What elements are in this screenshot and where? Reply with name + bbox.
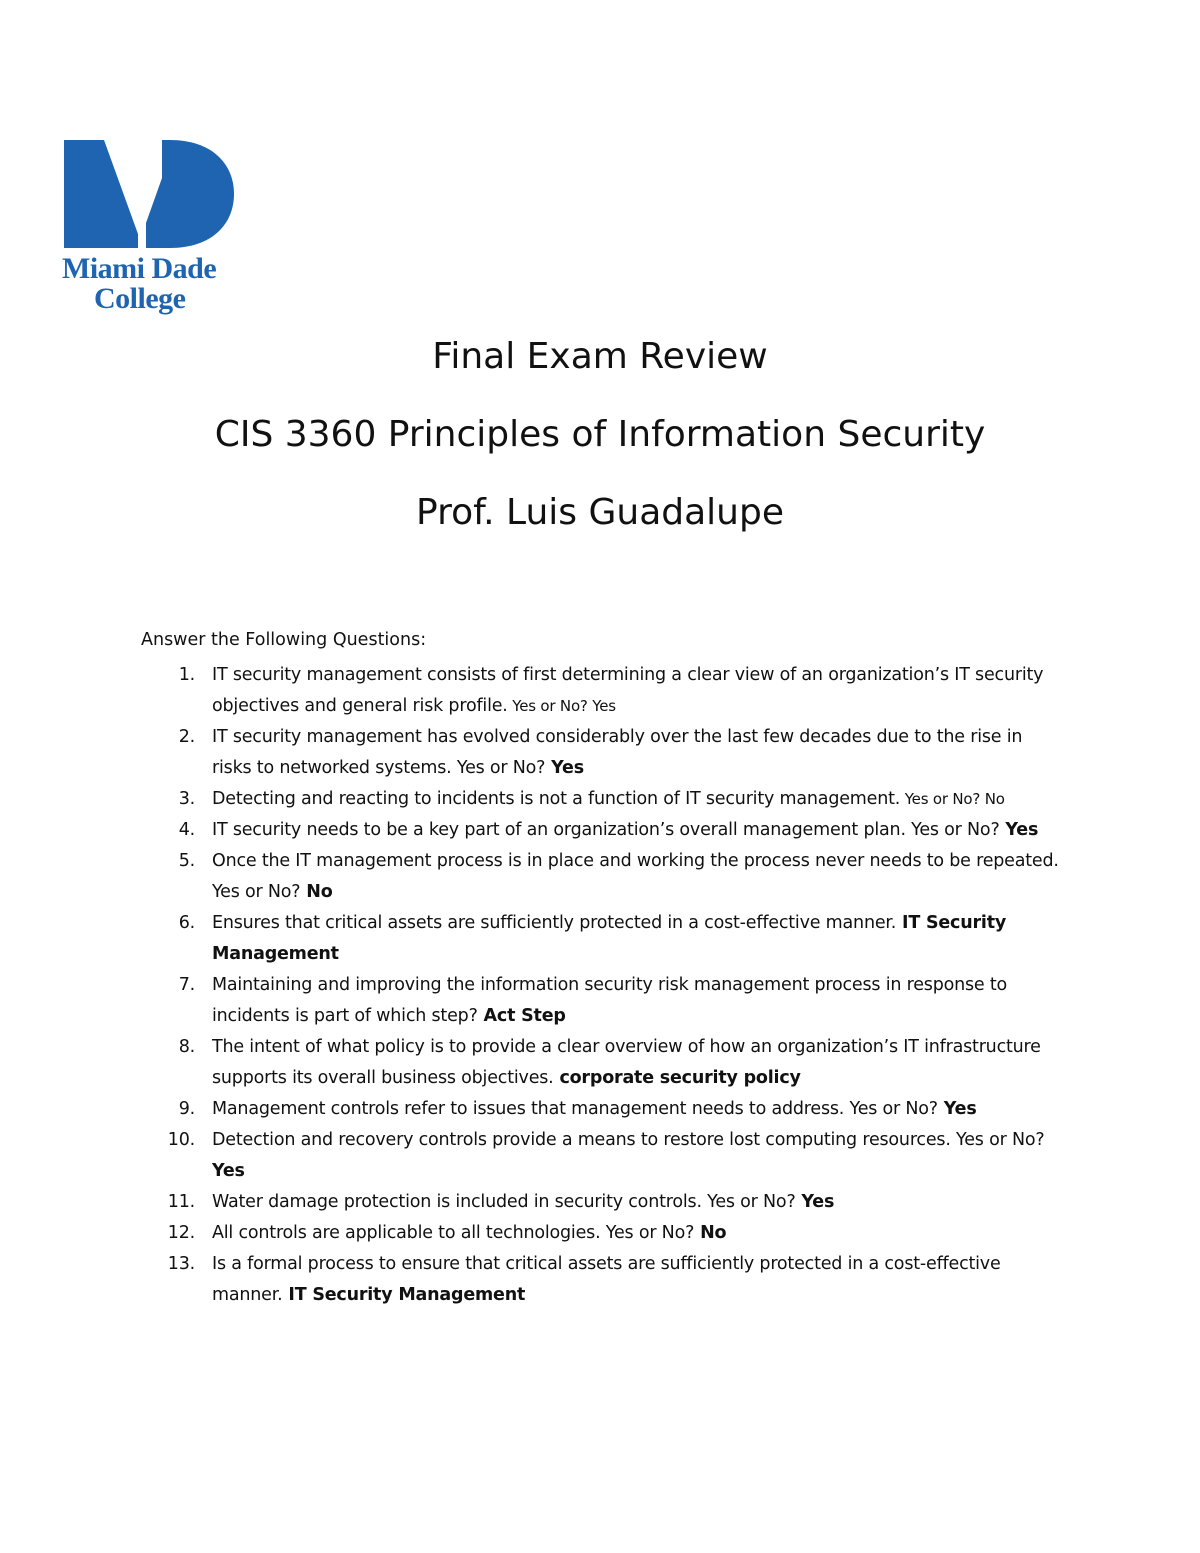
question-answer: Yes [937, 1099, 977, 1119]
document-header [0, 318, 1200, 552]
question-number: 8. [178, 1037, 195, 1057]
question-number: 9. [178, 1099, 195, 1119]
question-prompt: Yes or No? [507, 697, 588, 715]
question-answer: Yes [795, 1192, 835, 1212]
question-text: Water damage protection is included in security controls. Yes or No? [212, 1192, 796, 1212]
course-title: CIS 3360 Principles of Information Security [214, 414, 986, 455]
question-text: Is a formal process to ensure that critical assets are sufficiently protected in a cost-effective manner. [212, 1254, 1001, 1305]
question-item [141, 1249, 1061, 1311]
question-number: 7. [178, 975, 195, 995]
question-number: 5. [178, 851, 195, 871]
question-item [141, 660, 1061, 722]
question-number: 12. [167, 1223, 195, 1243]
question-number: 4. [178, 820, 195, 840]
question-item [141, 722, 1061, 784]
logo-wordmark [62, 254, 216, 314]
question-answer: Act Step [477, 1006, 566, 1026]
question-item [141, 846, 1061, 908]
md-logo-icon [62, 138, 242, 250]
question-item [141, 1218, 1061, 1249]
question-item [141, 1032, 1061, 1094]
question-answer: Yes [999, 820, 1039, 840]
question-number: 13. [167, 1254, 195, 1274]
question-item [141, 815, 1061, 846]
question-text: Once the IT management process is in place and working the process never needs to be repeated. Yes or No? [212, 851, 1059, 902]
question-number: 6. [178, 913, 195, 933]
question-number: 11. [167, 1192, 195, 1212]
question-text: Ensures that critical assets are sufficiently protected in a cost-effective manner. [212, 913, 897, 933]
college-logo [62, 138, 242, 318]
question-answer: corporate security policy [553, 1068, 801, 1088]
question-number: 2. [178, 727, 195, 747]
question-text: All controls are applicable to all technologies. Yes or No? [212, 1223, 695, 1243]
question-item [141, 908, 1061, 970]
question-text: Detection and recovery controls provide a means to restore lost computing resources. Yes or No? [212, 1130, 1045, 1150]
question-text: IT security management consists of first determining a clear view of an organization’s IT security objectives and general risk profile. [212, 665, 1044, 716]
question-answer: IT Security Management [212, 913, 1007, 964]
question-answer: No [300, 882, 333, 902]
document-title: Final Exam Review [432, 336, 768, 377]
question-item [141, 1187, 1061, 1218]
question-text: Detecting and reacting to incidents is not a function of IT security management. [212, 789, 901, 809]
question-text: IT security needs to be a key part of an organization’s overall management plan. Yes or No? [212, 820, 1000, 840]
question-answer: Yes [212, 1161, 245, 1181]
question-item [141, 1094, 1061, 1125]
questions-section [141, 626, 1061, 1311]
question-text: Maintaining and improving the information security risk management process in response to incidents is part of which step? [212, 975, 1008, 1026]
question-list [141, 660, 1061, 1311]
question-number: 10. [167, 1130, 195, 1150]
question-answer: Yes [545, 758, 584, 778]
question-number: 3. [178, 789, 195, 809]
question-text: Management controls refer to issues that management needs to address. Yes or No? [212, 1099, 938, 1119]
question-item [141, 1125, 1061, 1187]
question-item [141, 970, 1061, 1032]
question-prompt: Yes or No? [900, 790, 981, 808]
logo-line-1: Miami Dade [62, 252, 217, 285]
professor-name: Prof. Luis Guadalupe [416, 492, 784, 533]
question-answer: IT Security Management [282, 1285, 526, 1305]
logo-line-2: College [94, 282, 186, 315]
question-text: IT security management has evolved considerably over the last few decades due to the rise in risks to networked systems. Yes or No? [212, 727, 1023, 778]
question-answer: Yes [587, 697, 616, 715]
question-text: The intent of what policy is to provide a clear overview of how an organization’s IT infrastructure supports its overall business objectives. [212, 1037, 1041, 1088]
instructions: Answer the Following Questions: [141, 630, 427, 650]
question-item [141, 784, 1061, 815]
question-number: 1. [178, 665, 195, 685]
question-answer: No [694, 1223, 727, 1243]
question-answer: No [980, 790, 1005, 808]
